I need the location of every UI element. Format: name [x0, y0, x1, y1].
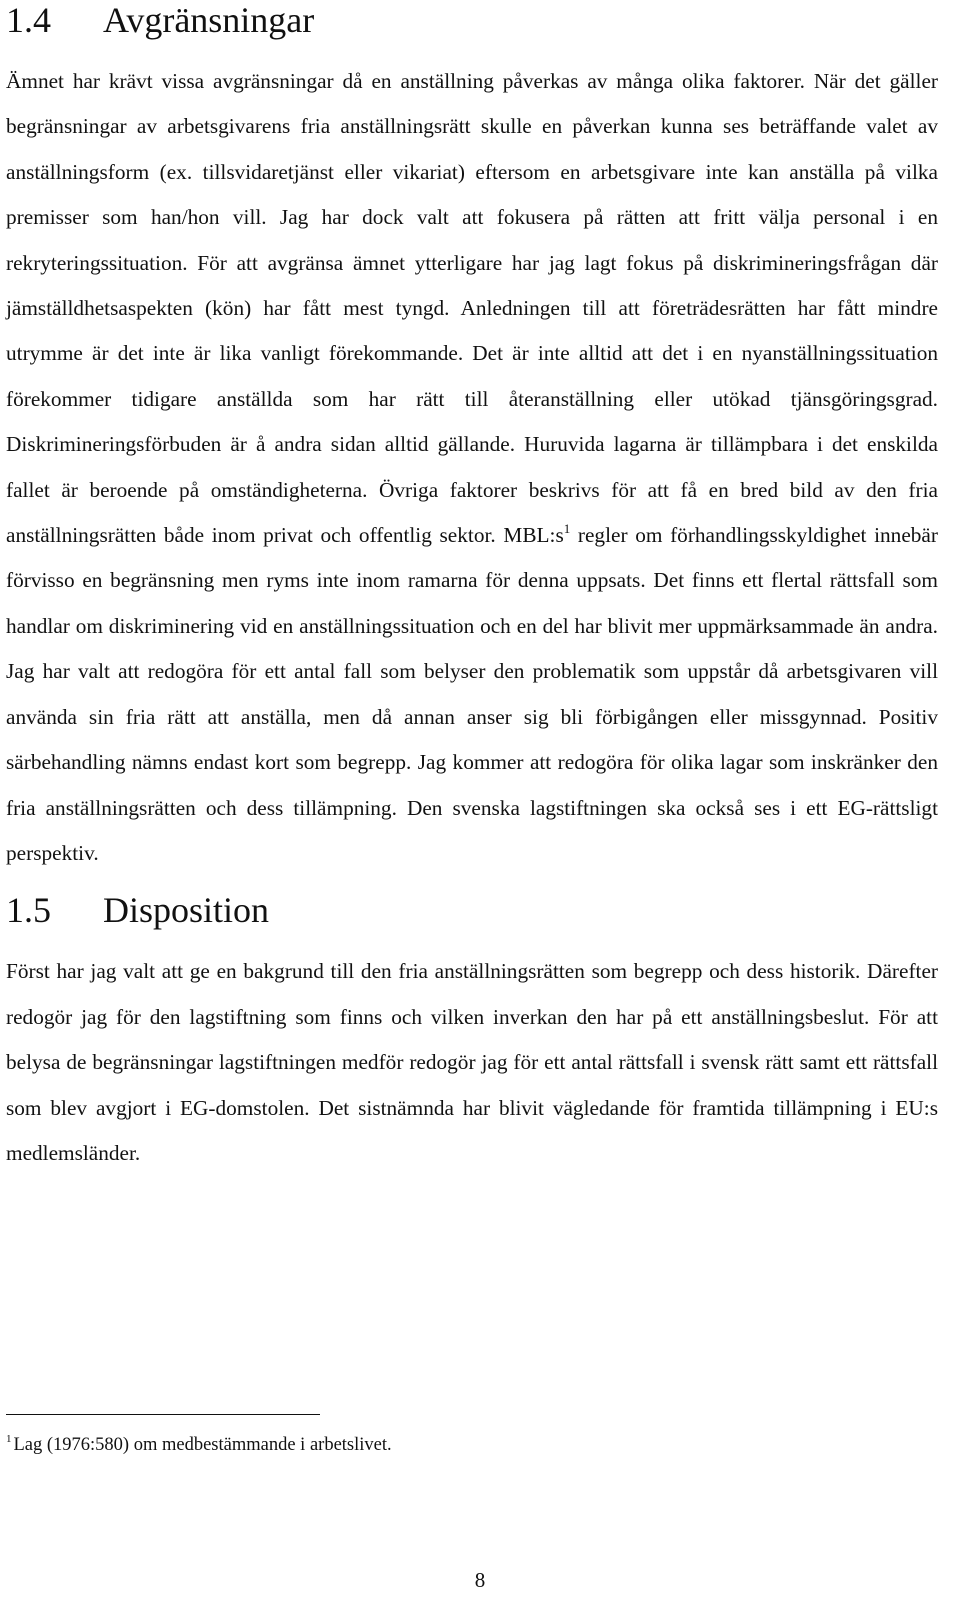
section-heading-avgransningar	[6, 0, 938, 40]
footnote-area	[6, 1414, 938, 1456]
paragraph-avgransningar	[6, 59, 938, 876]
footnote-separator	[6, 1414, 320, 1415]
footnote-text: Lag (1976:580) om medbestämmande i arbetslivet.	[13, 1435, 392, 1455]
footnote-number: 1	[6, 1433, 12, 1445]
paragraph-text-continued: regler om förhandlingsskyldighet innebär förvisso en begränsning men ryms inte inom ramarna för denna uppsats. Det finns ett flertal rättsfall som handlar om diskriminering vid en anställningssituation och en del har blivit mer uppmärksammade än andra. Jag har valt att redogöra för ett antal fall som belyser den problematik som uppstår då arbetsgivaren vill använda sin fria rätt att anställa, men då annan anser sig bli förbigången eller missgynnad. Positiv särbehandling nämns endast kort som begrepp. Jag kommer att redogöra för olika lagar som inskränker den fria anställningsrätten och dess tillämpning. Den svenska lagstiftningen ska också ses i ett EG-rättsligt perspektiv.	[6, 523, 938, 865]
section-number: 1.4	[6, 0, 51, 40]
paragraph-disposition	[6, 949, 938, 1176]
page-number: 8	[474, 1568, 486, 1592]
document-page	[6, 0, 938, 1176]
section-number: 1.5	[6, 890, 51, 931]
paragraph-text: Ämnet har krävt vissa avgränsningar då en anställning påverkas av många olika faktorer. När det gäller begränsningar av arbetsgivarens fria anställningsrätt skulle en påverkan kunna ses beträffande valet av anställningsform (ex. tillsvidaretjänst eller vikariat) eftersom en arbetsgivare inte kan anställa på vilka premisser som han/hon vill. Jag har dock valt att fokusera på rätten att fritt välja personal i en rekryteringssituation. För att avgränsa ämnet ytterligare har jag lagt fokus på diskrimineringsfrågan där jämställdhetsaspekten (kön) har fått mest tyngd. Anledningen till att företrädesrätten har fått mindre utrymme är det inte är lika vanligt förekommande. Det är inte alltid att det i en nyanställningssituation förekommer tidigare anställda som har rätt till återanställning eller utökad tjänsgöringsgrad. Diskrimineringsförbuden är å andra sidan alltid gällande. Huruvida lagarna är tillämpbara i det enskilda fallet är beroende på omständigheterna. Övriga faktorer beskrivs för att få en bred bild av den fria anställningsrätten både inom privat och offentlig sektor. MBL:s	[6, 69, 938, 548]
section-title: Disposition	[103, 890, 270, 931]
paragraph-text: Först har jag valt att ge en bakgrund till den fria anställningsrätten som begrepp och dess historik. Därefter redogör jag för den lagstiftning som finns och vilken inverkan den har på ett anställningsbeslut. För att belysa de begränsningar lagstiftningen medför redogör jag för ett antal rättsfall i svensk rätt samt ett rättsfall som blev avgjort i EG-domstolen. Det sistnämnda har blivit vägledande för framtida tillämpning i EU:s medlemsländer.	[6, 959, 938, 1165]
section-title: Avgränsningar	[103, 0, 315, 40]
section-heading-disposition	[6, 890, 938, 930]
footnote-reference[interactable]: 1	[563, 521, 571, 537]
footnote-item	[6, 1434, 938, 1456]
